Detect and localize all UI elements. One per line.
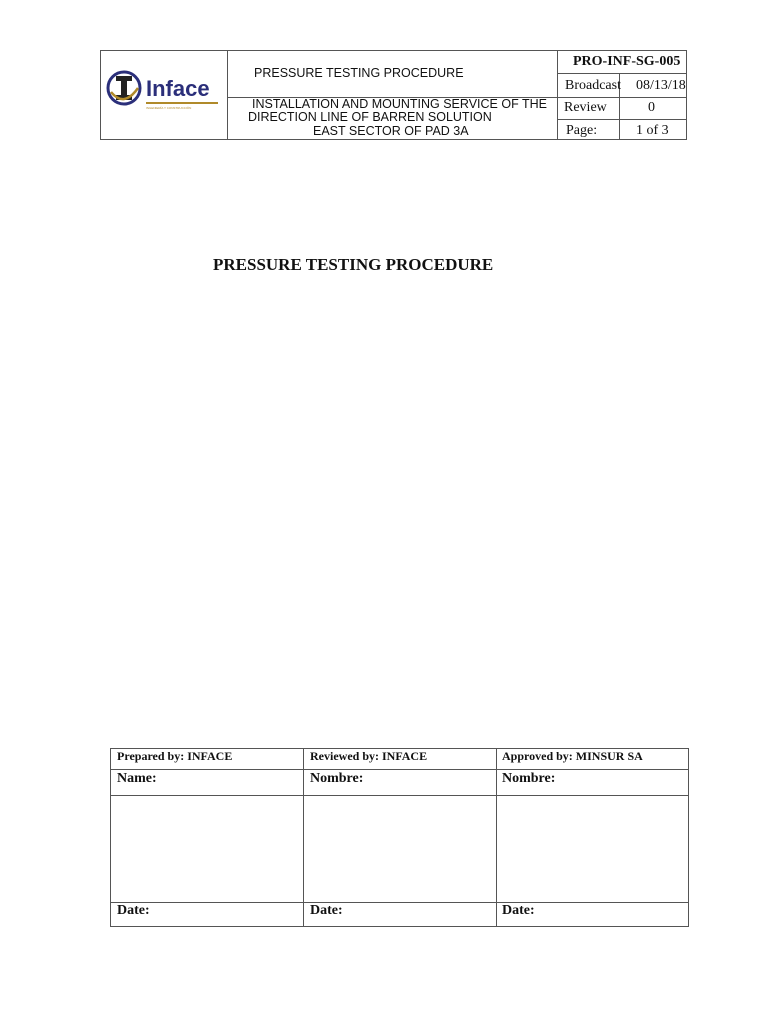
- broadcast-value: 08/13/18: [636, 78, 686, 93]
- document-title: PRESSURE TESTING PROCEDURE: [213, 255, 494, 274]
- review-label: Review: [564, 100, 607, 115]
- project-line-1: INSTALLATION AND MOUNTING SERVICE OF THE: [252, 97, 547, 111]
- date-label: Date:: [502, 903, 535, 918]
- project-line-2: DIRECTION LINE OF BARREN SOLUTION: [248, 110, 492, 124]
- signature-divider: [303, 748, 304, 927]
- name-label: Nombre:: [310, 771, 364, 786]
- name-label: Nombre:: [502, 771, 556, 786]
- header-divider: [557, 50, 558, 140]
- header-divider: [557, 97, 687, 98]
- procedure-title: PRESSURE TESTING PROCEDURE: [254, 66, 464, 80]
- reviewed-by: Reviewed by: INFACE: [310, 749, 428, 763]
- review-value: 0: [648, 100, 655, 115]
- signature-divider: [496, 748, 497, 927]
- project-line-3: EAST SECTOR OF PAD 3A: [313, 124, 469, 138]
- document-code: PRO-INF-SG-005: [573, 54, 681, 69]
- svg-text:Inface: Inface: [146, 76, 210, 101]
- header-divider: [557, 119, 687, 120]
- company-tagline: INGENIERÍA Y CONSTRUCCIÓN: [146, 106, 192, 110]
- prepared-by: Prepared by: INFACE: [117, 749, 233, 763]
- header-divider: [227, 50, 228, 140]
- broadcast-label: Broadcast: [565, 78, 621, 93]
- header-divider: [557, 73, 687, 74]
- date-label: Date:: [310, 903, 343, 918]
- company-logo: [106, 66, 221, 112]
- date-label: Date:: [117, 903, 150, 918]
- page-value: 1 of 3: [636, 123, 669, 138]
- page-label: Page:: [566, 123, 598, 138]
- name-label: Name:: [117, 771, 157, 786]
- signature-divider: [110, 902, 689, 903]
- signature-table: [110, 748, 689, 927]
- signature-divider: [110, 769, 689, 770]
- approved-by: Approved by: MINSUR SA: [502, 749, 643, 763]
- signature-divider: [110, 795, 689, 796]
